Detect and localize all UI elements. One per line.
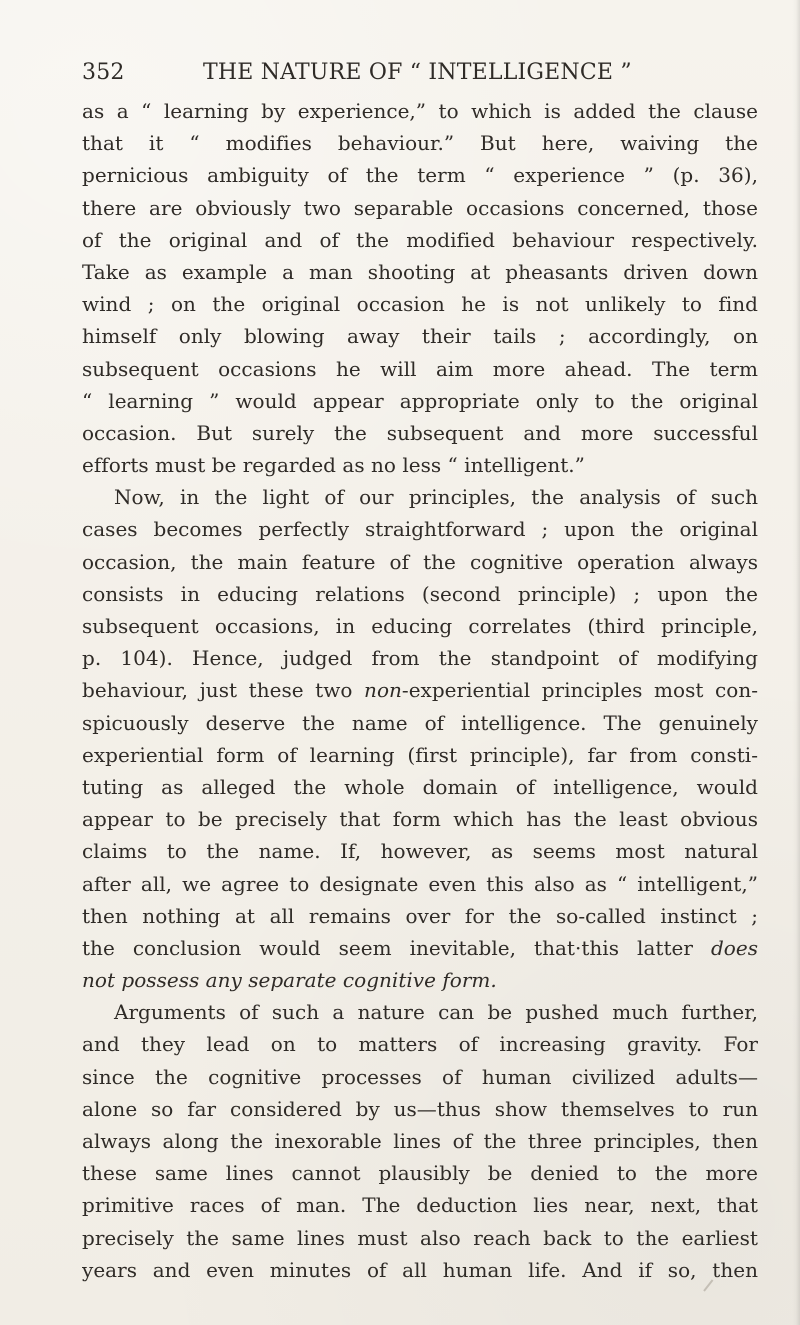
text-line: pernicious ambiguity of the term “ experience ” (p. 36), bbox=[82, 163, 758, 188]
text-line: himself only blowing away their tails ; accordingly, on bbox=[82, 324, 758, 349]
text-line: cases becomes perfectly straightforward ; upon the original bbox=[82, 517, 758, 542]
text-line: “ learning ” would appear appropriate only to the original bbox=[82, 388, 758, 413]
text-line: then nothing at all remains over for the so-called instinct ; bbox=[82, 903, 758, 928]
page-edge-shadow bbox=[792, 0, 800, 1325]
text-line: primitive races of man. The deduction lies near, next, that bbox=[82, 1193, 758, 1218]
text-line: subsequent occasions, in educing correlates (third principle, bbox=[82, 614, 758, 638]
text-line: always along the inexorable lines of the three principles, then bbox=[82, 1129, 758, 1153]
text-line-segment: behaviour, just these two bbox=[82, 678, 365, 703]
italic-emphasis: does bbox=[710, 935, 758, 960]
text-line: occasion, the main feature of the cognitive operation always bbox=[82, 549, 758, 574]
text-line bbox=[82, 932, 758, 964]
text-line-segment: -experiential principles most con- bbox=[401, 678, 758, 703]
text-line: experiential form of learning (first principle), far from consti- bbox=[82, 742, 758, 767]
text-line: subsequent occasions he will aim more ahead. The term bbox=[82, 356, 758, 381]
text-line: Arguments of such a nature can be pushed much further, bbox=[114, 1000, 758, 1025]
text-line: since the cognitive processes of human civilized adults— bbox=[82, 1064, 758, 1089]
text-line: wind ; on the original occasion he is not unlikely to find bbox=[82, 292, 758, 317]
text-line: not possess any separate cognitive form. bbox=[82, 968, 497, 993]
text-line: years and even minutes of all human life. And if so, then bbox=[82, 1257, 758, 1282]
text-line: occasion. But surely the subsequent and more successful bbox=[82, 420, 758, 445]
page-number: 352 bbox=[82, 60, 125, 85]
body-text bbox=[82, 95, 758, 1282]
italic-emphasis: non bbox=[364, 678, 402, 703]
text-line: efforts must be regarded as no less “ intelligent.” bbox=[82, 453, 585, 478]
text-line: spicuously deserve the name of intelligence. The genuinely bbox=[82, 710, 758, 735]
text-line-segment: the conclusion would seem inevitable, that·this latter bbox=[82, 935, 711, 960]
text-line: after all, we agree to designate even this also as “ intelligent,” bbox=[82, 871, 758, 896]
text-line: appear to be precisely that form which has the least obvious bbox=[82, 807, 758, 832]
running-head: THE NATURE OF “ INTELLIGENCE ” bbox=[203, 60, 632, 85]
text-line: consists in educing relations (second principle) ; upon the bbox=[82, 581, 758, 606]
text-line: alone so far considered by us—thus show themselves to run bbox=[82, 1096, 758, 1121]
text-line: p. 104). Hence, judged from the standpoint of modifying bbox=[82, 646, 758, 671]
text-line: and they lead on to matters of increasing gravity. For bbox=[82, 1032, 758, 1057]
text-line: these same lines cannot plausibly be denied to the more bbox=[82, 1161, 758, 1186]
page-header bbox=[82, 55, 758, 91]
text-line: of the original and of the modified behaviour respectively. bbox=[82, 227, 758, 252]
text-line: tuting as alleged the whole domain of intelligence, would bbox=[82, 774, 758, 799]
text-line: claims to the name. If, however, as seems most natural bbox=[82, 839, 758, 864]
text-line bbox=[82, 674, 758, 706]
text-line: as a “ learning by experience,” to which is added the clause bbox=[82, 99, 758, 123]
text-line: there are obviously two separable occasions concerned, those bbox=[82, 195, 758, 220]
text-line: precisely the same lines must also reach back to the earliest bbox=[82, 1225, 758, 1250]
text-line: Now, in the light of our principles, the analysis of such bbox=[114, 485, 758, 510]
text-line: Take as example a man shooting at pheasants driven down bbox=[82, 259, 758, 284]
text-line: that it “ modifies behaviour.” But here, waiving the bbox=[82, 131, 758, 156]
